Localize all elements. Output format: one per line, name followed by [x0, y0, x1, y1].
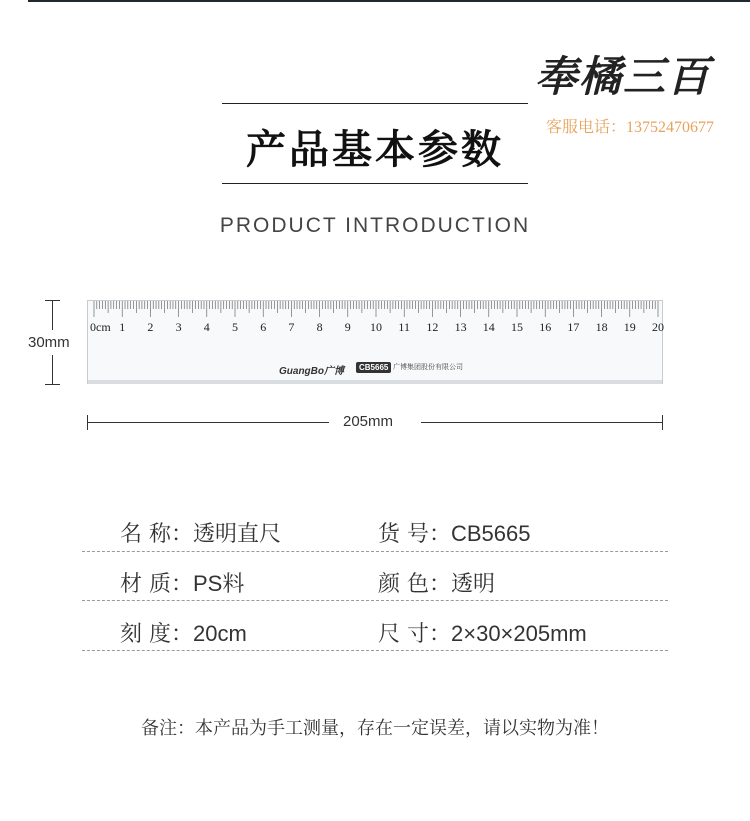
width-dim-label: 205mm	[343, 413, 394, 430]
ruler-number: 19	[623, 320, 636, 334]
ruler-numbers	[119, 320, 664, 334]
ruler-ticks	[94, 301, 658, 317]
row-divider	[82, 650, 668, 651]
ruler-number: 16	[539, 320, 552, 334]
ruler-number: 9	[344, 320, 351, 334]
ruler-number: 15	[511, 320, 523, 334]
width-dim-cap-right	[662, 415, 663, 430]
spec-name	[120, 517, 281, 548]
ruler-number: 3	[175, 320, 182, 334]
ruler-number: 8	[316, 320, 323, 334]
width-dim-line	[87, 422, 329, 423]
spec-label: 货 号：	[378, 522, 451, 547]
ruler-number: 7	[288, 320, 295, 334]
title-rule-top	[222, 103, 528, 104]
ruler-scale	[88, 301, 662, 341]
height-dim-line	[52, 300, 53, 330]
spec-label: 尺 寸：	[378, 622, 451, 647]
spec-value: CB5665	[451, 521, 531, 546]
spec-value: PS料	[193, 571, 245, 596]
page-title: 产品基本参数	[246, 127, 504, 173]
footnote: 备注：本产品为手工测量，存在一定误差，请以实物为准！	[141, 718, 609, 739]
ruler-model-badge: CB5665	[356, 362, 391, 373]
ruler-number: 1	[119, 320, 126, 334]
spec-label: 材 质：	[120, 572, 193, 597]
row-divider	[82, 600, 668, 601]
spec-label: 颜 色：	[378, 572, 451, 597]
height-dim-line	[52, 355, 53, 384]
hotline-label: 客服电话：	[546, 119, 627, 136]
title-rule-bottom	[222, 183, 528, 184]
ruler-brand: GuangBo广博	[279, 366, 344, 377]
row-divider	[82, 551, 668, 552]
width-dim-line	[421, 422, 663, 423]
ruler-number: 6	[260, 320, 267, 334]
spec-item-number	[378, 517, 531, 548]
spec-color	[378, 567, 495, 598]
ruler-number: 18	[595, 320, 608, 334]
ruler-number: 11	[398, 320, 410, 334]
spec-label: 名 称：	[120, 522, 193, 547]
height-dim-cap-bottom	[45, 384, 60, 385]
spec-label: 刻 度：	[120, 622, 193, 647]
ruler-edge	[88, 380, 662, 384]
ruler-unit-label: 0cm	[90, 320, 111, 334]
ruler-number: 10	[370, 320, 382, 334]
ruler-number: 20	[652, 320, 664, 334]
page-subtitle: PRODUCT INTRODUCTION	[219, 214, 531, 237]
spec-material	[120, 567, 244, 598]
hotline	[546, 114, 714, 137]
ruler-number: 13	[454, 320, 467, 334]
hotline-number: 13752470677	[626, 119, 715, 136]
ruler-number: 4	[203, 320, 210, 334]
spec-size	[378, 617, 587, 648]
top-border	[28, 0, 750, 2]
spec-value: 透明直尺	[193, 521, 282, 546]
spec-value: 2×30×205mm	[451, 621, 587, 646]
ruler-number: 2	[147, 320, 154, 334]
ruler-number: 5	[232, 320, 238, 334]
spec-value: 透明	[451, 571, 496, 596]
ruler-number: 14	[482, 320, 495, 334]
brand-logo: 奉橘三百	[535, 52, 712, 101]
height-dim-label: 30mm	[28, 334, 70, 351]
ruler-number: 12	[426, 320, 439, 334]
ruler-company: 广博集团股份有限公司	[393, 363, 463, 371]
spec-value: 20cm	[193, 621, 247, 646]
spec-scale	[120, 617, 247, 648]
ruler-number: 17	[567, 320, 580, 334]
